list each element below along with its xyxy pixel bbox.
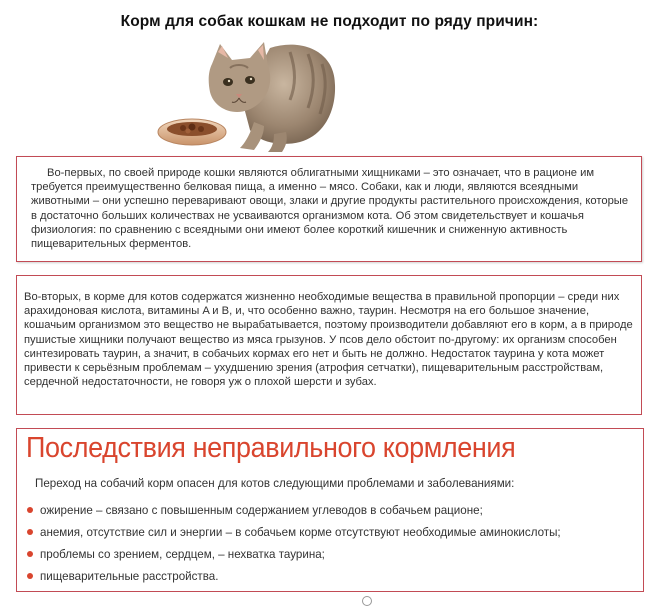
bullet-icon	[27, 529, 33, 535]
bullet-icon	[27, 573, 33, 579]
list-item	[27, 504, 639, 526]
consequences-list	[27, 504, 639, 592]
cat-eating-from-bowl-icon	[150, 30, 350, 158]
reason-1-box	[16, 156, 642, 262]
page-title: Корм для собак кошкам не подходит по ряду причин:	[120, 13, 539, 30]
list-item-text: проблемы со зрением, сердцем, – нехватка таурина;	[40, 548, 325, 561]
list-item	[27, 570, 639, 592]
decorative-circle-icon	[362, 596, 372, 606]
reason-2-box	[16, 275, 642, 415]
reason-2-text: Во-вторых, в корме для котов содержатся жизненно необходимые вещества в правильной пропорции – среди них арахидоновая кислота, витамины A и B, и, что особенно важно, таурин. Несмотря на его большое значение, кошачьим организмом это вещество не вырабатывается, поэтому производители добавляют его в корм, а в природе пушистые хищники получают вещество из мяса грызунов. У псов дело обстоит по-другому: их организм способен синтезировать таурин, а значит, в собачьих кормах его нет и быть не должно. Недостаток таурина у кота может привести к серьёзным проблемам – ухудшению зрения (атрофия сетчатки), пищеварительным расстройствам, сердечной недостаточности, не говоря уж о плохой шерсти и зубах.	[24, 291, 633, 389]
list-item	[27, 526, 639, 548]
consequences-heading: Последствия неправильного кормления	[26, 432, 516, 464]
list-item-text: анемия, отсутствие сил и энергии – в собачьем корме отсутствуют необходимые аминокислоты;	[40, 526, 561, 539]
bullet-icon	[27, 551, 33, 557]
list-item	[27, 548, 639, 570]
consequences-intro: Переход на собачий корм опасен для котов следующими проблемами и заболеваниями:	[35, 477, 515, 490]
reason-1-text: Во-первых, по своей природе кошки являются облигатными хищниками – это означает, что в рационе им требуется преимущественно белковая пища, а именно – мясо. Собаки, как и люди, являются всеядными животными – они успешно переваривают овощи, злаки и другие продукты растительного происхождения, которые в достаточно больших количествах не усваиваются организмом кота. Об этом свидетельствует и кошачья физиология: по сравнению с всеядными они имеют более короткий кишечник и сниженную активность пищеварительных ферментов.	[31, 167, 629, 251]
consequences-box	[16, 428, 644, 592]
list-item-text: ожирение – связано с повышенным содержанием углеводов в собачьем рационе;	[40, 504, 483, 517]
bullet-icon	[27, 507, 33, 513]
list-item-text: пищеварительные расстройства.	[40, 570, 219, 583]
